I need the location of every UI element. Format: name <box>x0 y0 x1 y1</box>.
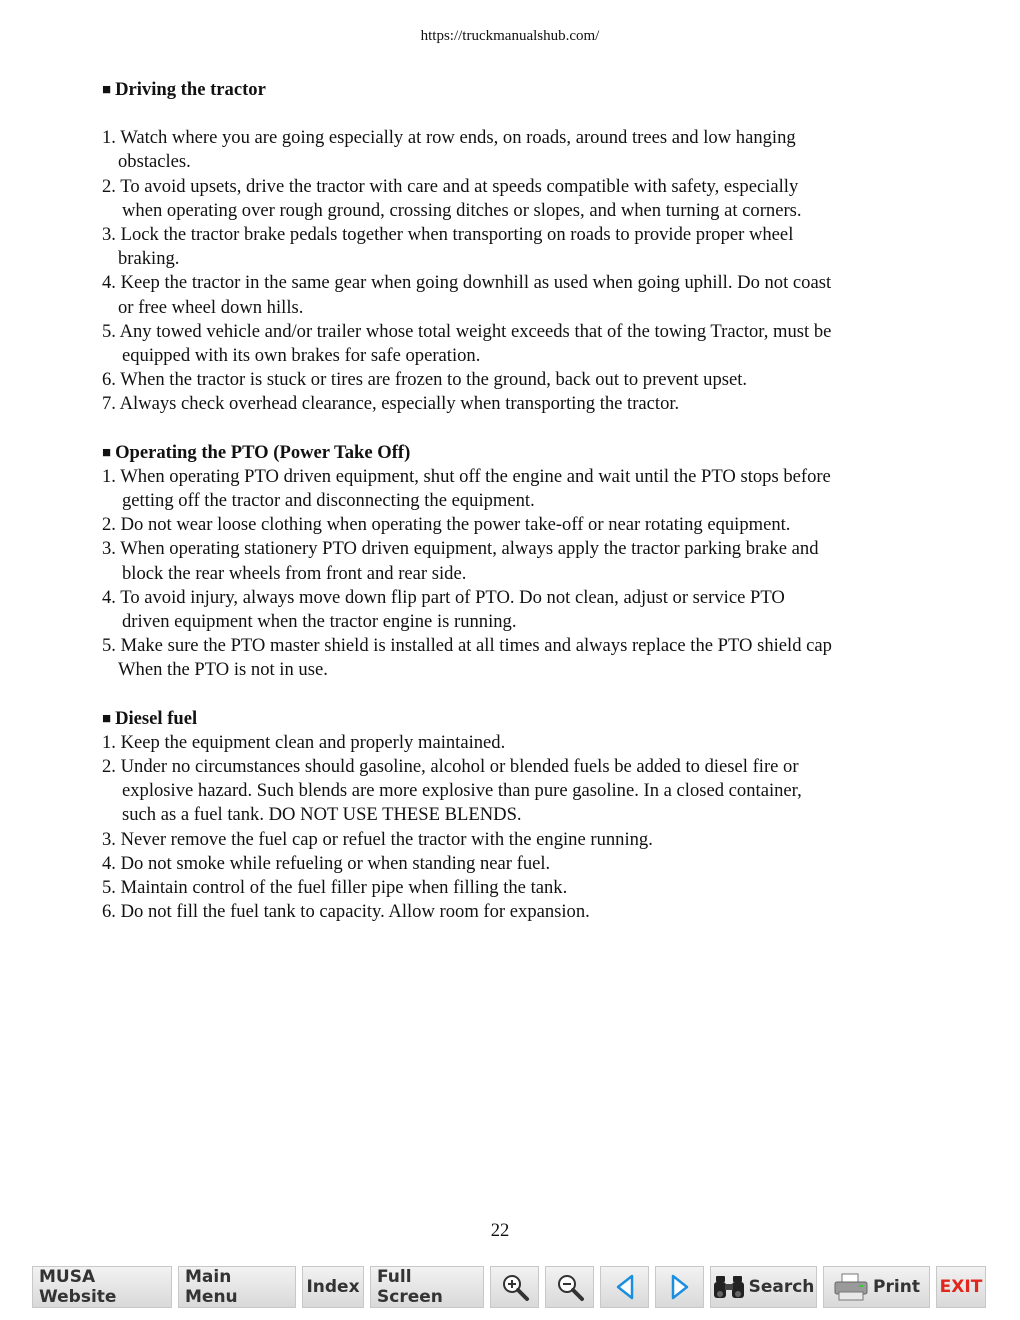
next-page-button[interactable] <box>655 1266 704 1308</box>
print-label: Print <box>873 1277 920 1297</box>
section-diesel <box>102 707 902 925</box>
previous-page-button[interactable] <box>600 1266 649 1308</box>
list-item: 2. To avoid upsets, drive the tractor with care and at speeds compatible with safety, especially when operating over rough ground, crossing ditches or slopes, and when turning at corners. <box>102 175 802 221</box>
section-heading: ■ Diesel fuel <box>102 707 198 729</box>
list-item: 6. Do not fill the fuel tank to capacity. Allow room for expansion. <box>102 901 590 923</box>
list-item: 7. Always check overhead clearance, especially when transporting the tractor. <box>102 393 680 415</box>
list-item: 3. Never remove the fuel cap or refuel the tractor with the engine running. <box>102 828 653 850</box>
zoom-in-icon <box>500 1272 530 1302</box>
list-item: 4. To avoid injury, always move down flip part of PTO. Do not clean, adjust or service PTO driven equipment when the tractor engine is running. <box>102 586 785 633</box>
search-label: Search <box>748 1277 815 1297</box>
list-item: 4. Do not smoke while refueling or when standing near fuel. <box>102 852 551 874</box>
zoom-in-button[interactable] <box>490 1266 539 1308</box>
exit-button[interactable]: EXIT <box>936 1266 986 1308</box>
list-item: 1. Watch where you are going especially at row ends, on roads, around trees and low hanging obstacles. <box>102 127 796 173</box>
triangle-left-icon <box>614 1273 636 1301</box>
printer-icon <box>833 1272 869 1302</box>
page-number: 22 <box>490 1220 510 1241</box>
section-heading: ■ Driving the tractor <box>102 79 266 100</box>
section-heading: ■ Operating the PTO (Power Take Off) <box>102 441 411 463</box>
section-driving <box>102 78 902 417</box>
index-button[interactable]: Index <box>302 1266 364 1308</box>
source-url: https://truckmanualshub.com/ <box>420 28 600 44</box>
list-item: 1. Keep the equipment clean and properly maintained. <box>102 731 506 753</box>
list-item: 6. When the tractor is stuck or tires are frozen to the ground, back out to prevent upset. <box>102 369 748 391</box>
zoom-out-icon <box>555 1272 585 1302</box>
triangle-right-icon <box>669 1273 691 1301</box>
musa-website-button[interactable]: MUSA Website <box>32 1266 172 1308</box>
full-screen-button[interactable]: Full Screen <box>370 1266 484 1308</box>
print-button[interactable] <box>823 1266 930 1308</box>
search-button[interactable] <box>710 1266 817 1308</box>
list-item: 2. Under no circumstances should gasoline, alcohol or blended fuels be added to diesel fire or explosive hazard. Such blends are more explosive than pure gasoline. In a closed container, such as a fuel tank. DO NOT USE THESE BLENDS. <box>102 756 802 826</box>
section-pto <box>102 441 902 683</box>
navigation-toolbar <box>32 1266 986 1309</box>
list-item: 3. When operating stationery PTO driven equipment, always apply the tractor parking brake and block the rear wheels from front and rear side. <box>102 538 819 584</box>
list-item: 4. Keep the tractor in the same gear when going downhill as used when going uphill. Do not coast or free wheel down hills. <box>102 272 832 318</box>
binoculars-icon <box>713 1272 745 1302</box>
list-item: 5. Make sure the PTO master shield is installed at all times and always replace the PTO shield cap When the PTO is not in use. <box>102 635 832 681</box>
list-item: 5. Any towed vehicle and/or trailer whose total weight exceeds that of the towing Tractor, must be equipped with its own brakes for safe operation. <box>102 320 832 367</box>
zoom-out-button[interactable] <box>545 1266 594 1308</box>
main-menu-button[interactable]: Main Menu <box>178 1266 296 1308</box>
list-item: 5. Maintain control of the fuel filler pipe when filling the tank. <box>102 877 568 899</box>
list-item: 2. Do not wear loose clothing when operating the power take-off or near rotating equipment. <box>102 514 791 536</box>
list-item: 3. Lock the tractor brake pedals together when transporting on roads to provide proper wheel braking. <box>102 224 794 270</box>
list-item: 1. When operating PTO driven equipment, shut off the engine and wait until the PTO stops before getting off the tractor and disconnecting the equipment. <box>102 465 831 512</box>
manual-page-content <box>102 78 902 925</box>
